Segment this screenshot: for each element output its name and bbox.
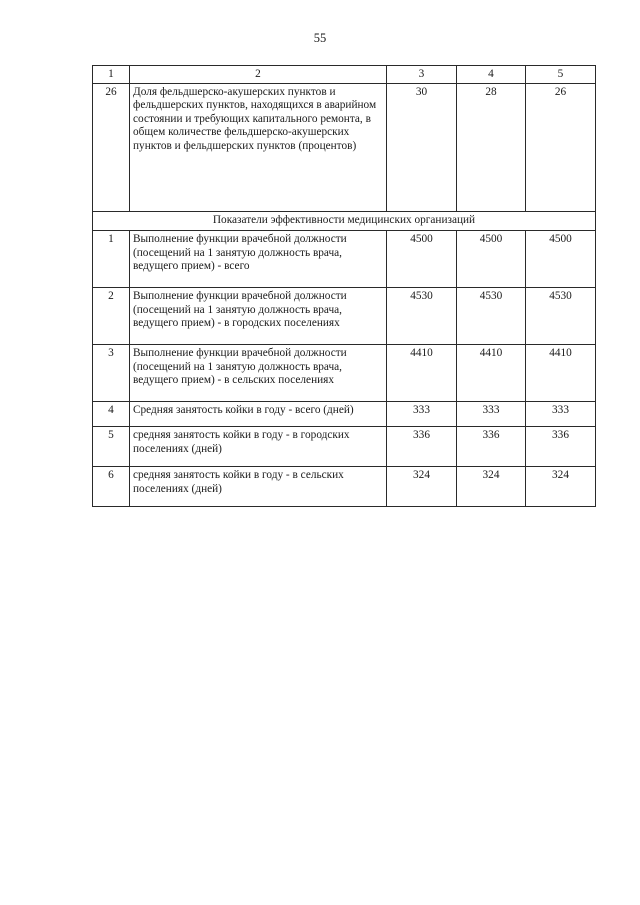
row-number: 6 — [93, 467, 130, 507]
column-header: 4 — [457, 66, 526, 84]
value-col3: 4530 — [387, 288, 457, 345]
value-col5: 324 — [526, 467, 596, 507]
indicator-text: Доля фельдшерско-акушерских пунктов и фельдшерских пунктов, находящихся в аварийном состоянии и требующих капитального ремонта, в общем количестве фельдшерско-акушерских пунктов и фельдшерских пунктов (процентов) — [130, 83, 387, 211]
value-col4: 4410 — [457, 345, 526, 402]
indicator-text: Средняя занятость койки в году - всего (дней) — [130, 402, 387, 427]
column-header: 3 — [387, 66, 457, 84]
value-col4: 336 — [457, 427, 526, 467]
section-row — [93, 211, 596, 231]
row-number: 1 — [93, 231, 130, 288]
value-col5: 336 — [526, 427, 596, 467]
table-row — [93, 402, 596, 427]
table-row — [93, 231, 596, 288]
value-col5: 26 — [526, 83, 596, 211]
value-col3: 333 — [387, 402, 457, 427]
value-col3: 336 — [387, 427, 457, 467]
indicator-text: Выполнение функции врачебной должности (посещений на 1 занятую должность врача, ведущего прием) - всего — [130, 231, 387, 288]
value-col3: 4410 — [387, 345, 457, 402]
value-col5: 333 — [526, 402, 596, 427]
value-col4: 4530 — [457, 288, 526, 345]
indicator-text: Выполнение функции врачебной должности (посещений на 1 занятую должность врача, ведущего прием) - в сельских поселениях — [130, 345, 387, 402]
value-col4: 324 — [457, 467, 526, 507]
row-number: 3 — [93, 345, 130, 402]
table-header-row — [93, 66, 596, 84]
table-row — [93, 467, 596, 507]
row-number: 2 — [93, 288, 130, 345]
value-col5: 4500 — [526, 231, 596, 288]
row-number: 4 — [93, 402, 130, 427]
indicator-text: средняя занятость койки в году - в сельских поселениях (дней) — [130, 467, 387, 507]
column-header: 5 — [526, 66, 596, 84]
column-header: 1 — [93, 66, 130, 84]
column-header: 2 — [130, 66, 387, 84]
row-number: 26 — [93, 83, 130, 211]
row-number: 5 — [93, 427, 130, 467]
table-row — [93, 427, 596, 467]
value-col5: 4530 — [526, 288, 596, 345]
value-col5: 4410 — [526, 345, 596, 402]
table-row — [93, 288, 596, 345]
value-col3: 324 — [387, 467, 457, 507]
value-col3: 4500 — [387, 231, 457, 288]
table-row — [93, 83, 596, 211]
value-col3: 30 — [387, 83, 457, 211]
indicator-text: средняя занятость койки в году - в городских поселениях (дней) — [130, 427, 387, 467]
indicator-text: Выполнение функции врачебной должности (посещений на 1 занятую должность врача, ведущего прием) - в городских поселениях — [130, 288, 387, 345]
table-row — [93, 345, 596, 402]
value-col4: 4500 — [457, 231, 526, 288]
indicators-table — [92, 65, 596, 507]
page-number: 55 — [313, 31, 327, 45]
value-col4: 333 — [457, 402, 526, 427]
section-title: Показатели эффективности медицинских организаций — [93, 211, 596, 231]
value-col4: 28 — [457, 83, 526, 211]
